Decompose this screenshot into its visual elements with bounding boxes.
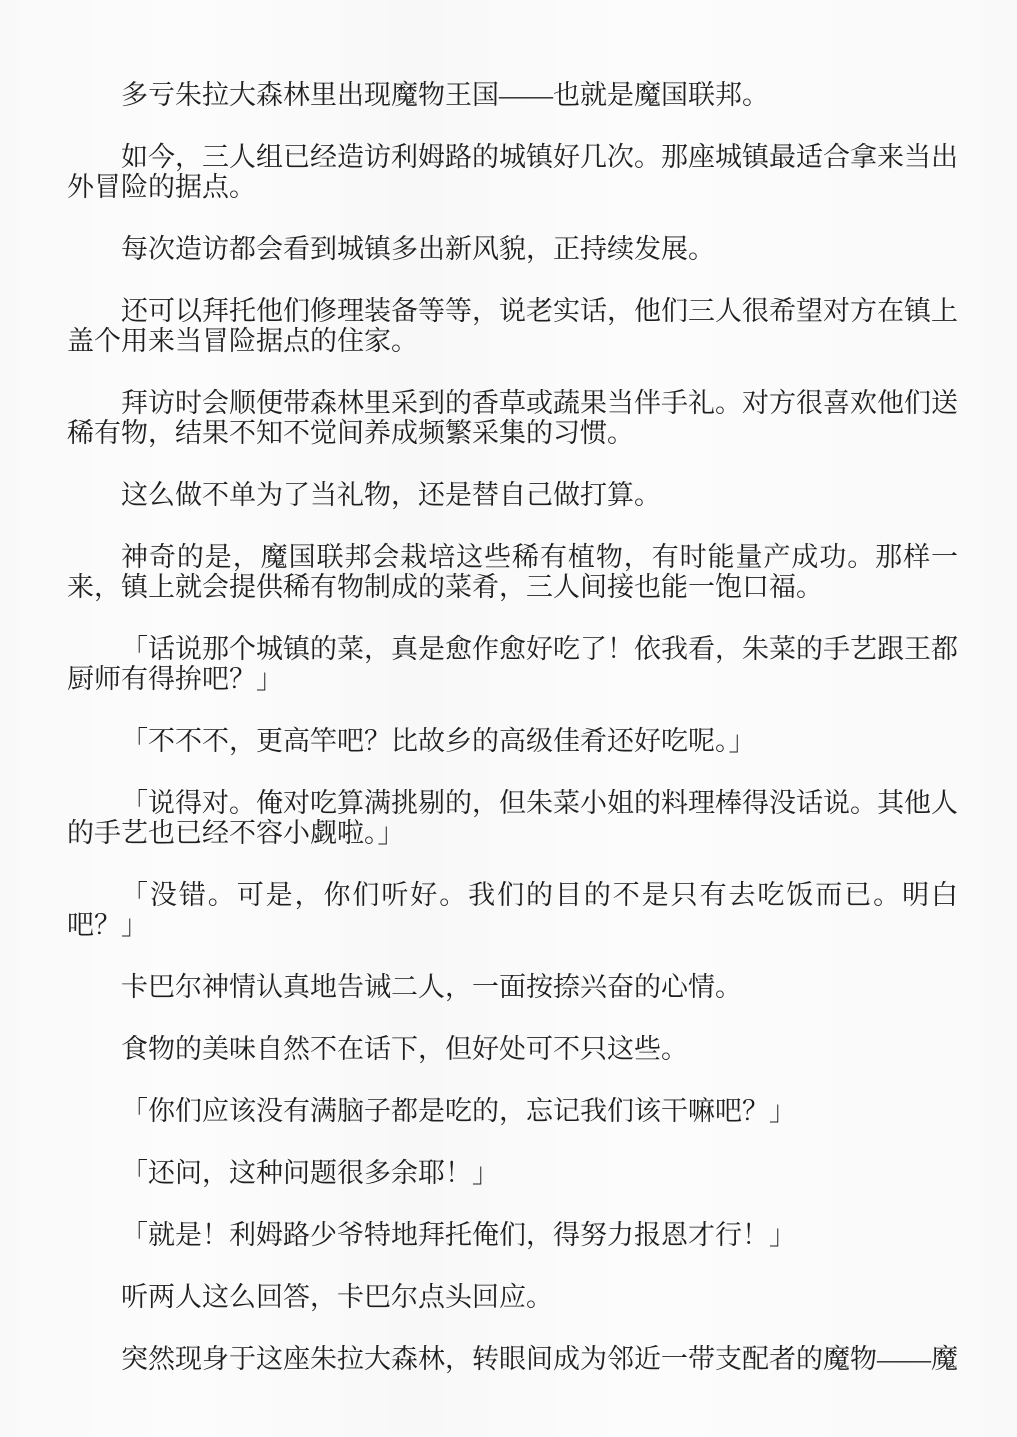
paragraph: 卡巴尔神情认真地告诫二人，一面按捺兴奋的心情。 — [121, 972, 742, 1002]
paragraph: 拜访时会顺便带森林里采到的香草或蔬果当伴手礼。对方很喜欢他们送稀有物，结果不知不觉间养成频繁采集的习惯。 — [67, 388, 958, 448]
paragraph: 这么做不单为了当礼物，还是替自己做打算。 — [121, 480, 661, 510]
paragraph: 如今，三人组已经造访利姆路的城镇好几次。那座城镇最适合拿来当出外冒险的据点。 — [67, 142, 958, 202]
paragraph-dialogue: 「就是！利姆路少爷特地拜托俺们，得努力报恩才行！」 — [121, 1220, 796, 1250]
paragraph-dialogue: 「你们应该没有满脑子都是吃的，忘记我们该干嘛吧？」 — [121, 1096, 796, 1126]
paragraph-dialogue: 「话说那个城镇的菜，真是愈作愈好吃了！依我看，朱菜的手艺跟王都厨师有得拚吧？」 — [67, 634, 958, 694]
paragraph-dialogue: 「还问，这种问题很多余耶！」 — [121, 1158, 499, 1188]
paragraph-dialogue: 「说得对。俺对吃算满挑剔的，但朱菜小姐的料理棒得没话说。其他人的手艺也已经不容小觑啦。」 — [67, 788, 958, 848]
paragraph: 神奇的是，魔国联邦会栽培这些稀有植物，有时能量产成功。那样一来，镇上就会提供稀有物制成的菜肴，三人间接也能一饱口福。 — [67, 542, 958, 602]
paragraph: 突然现身于这座朱拉大森林，转眼间成为邻近一带支配者的魔物——魔 — [121, 1344, 958, 1374]
paragraph-dialogue: 「不不不，更高竿吧？比故乡的高级佳肴还好吃呢。」 — [121, 726, 756, 756]
paragraph: 多亏朱拉大森林里出现魔物王国——也就是魔国联邦。 — [121, 80, 769, 110]
paragraph: 还可以拜托他们修理装备等等，说老实话，他们三人很希望对方在镇上盖个用来当冒险据点的住家。 — [67, 296, 958, 356]
paragraph: 每次造访都会看到城镇多出新风貌，正持续发展。 — [121, 234, 715, 264]
novel-text-block — [67, 80, 958, 1374]
paragraph: 食物的美味自然不在话下，但好处可不只这些。 — [121, 1034, 688, 1064]
paragraph-dialogue: 「没错。可是，你们听好。我们的目的不是只有去吃饭而已。明白吧？」 — [67, 880, 958, 940]
paragraph: 听两人这么回答，卡巴尔点头回应。 — [121, 1282, 553, 1312]
